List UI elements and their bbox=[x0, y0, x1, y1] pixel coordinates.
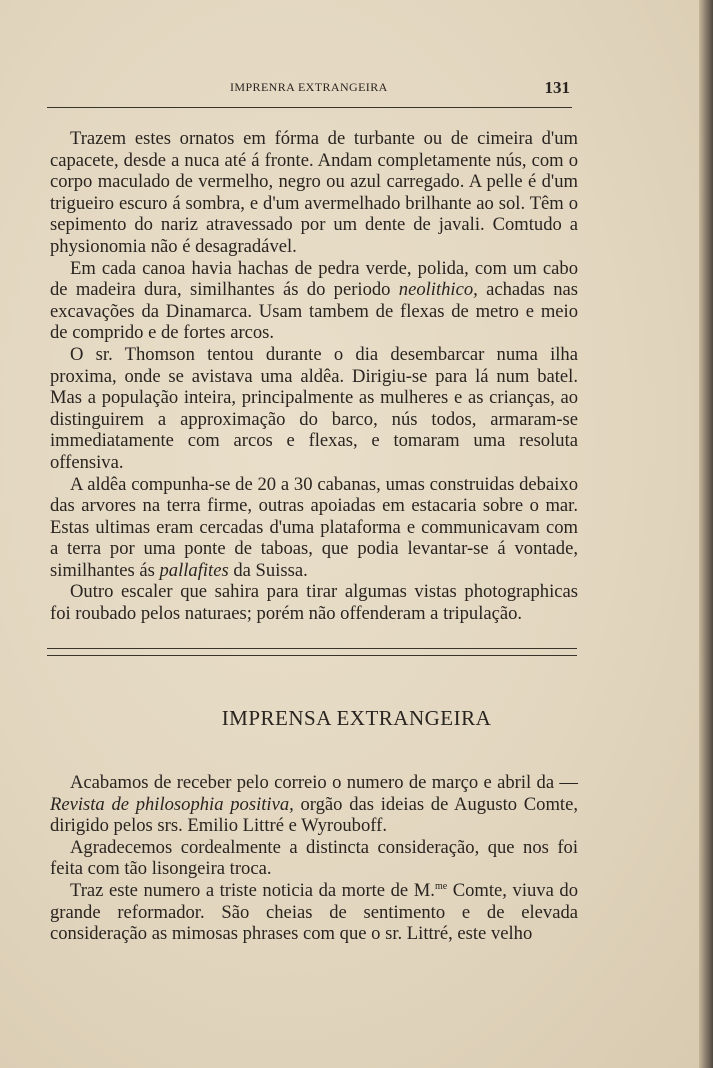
running-title: IMPRENRA EXTRANGEIRA bbox=[230, 80, 388, 94]
paragraph: Em cada canoa havia hachas de pedra verde, polida, com um cabo de madeira dura, similhantes ás do periodo neolithico, achadas nas excavações da Dinamarca. Usam tambem de flexas de metro e meio de comprido e de fortes arcos. bbox=[50, 257, 578, 344]
paragraph: Agradecemos cordealmente a distincta consideração, que nos foi feita com tão lisongeira troca. bbox=[50, 836, 578, 880]
journal-title: Revista de philosophia positiva, bbox=[50, 793, 294, 815]
press-review-section bbox=[50, 772, 578, 945]
paragraph: Traz este numero a triste noticia da morte de M.$^{me}$ Comte, viuva do grande reformador. São cheias de sentimento e de elevada consideração as mimosas phrases com que o sr. Littré, este velho bbox=[50, 879, 579, 945]
section-heading: IMPRENSA EXTRANGEIRA bbox=[221, 706, 492, 730]
paragraph: Outro escaler que sahira para tirar algumas vistas photographicas foi roubado pelos naturaes; porém não offenderam a tripulação. bbox=[50, 581, 578, 625]
italic-term: neolithico, bbox=[398, 279, 478, 301]
paragraph: O sr. Thomson tentou durante o dia desembarcar numa ilha proxima, onde se avistava uma aldêa. Dirigiu-se para lá num batel. Mas a população inteira, principalmente as mulheres e as crianças, ao distinguirem a approximação do barco, nús todos, armaram-se immediatamente com arcos e flexas, e tomaram uma resoluta offensiva. bbox=[50, 343, 578, 473]
paragraph: Trazem estes ornatos em fórma de turbante ou de cimeira d'um capacete, desde a nuca até á fronte. Andam completamente nús, com o corpo maculado de vermelho, negro ou azul carregado. A pelle é d'um trigueiro escuro á sombra, e d'um avermelhado brilhante ao sol. Têm o sepimento do nariz atravessado por um dente de javali. Comtudo a physionomia não é desagradável. bbox=[50, 128, 578, 257]
page-edge-shadow bbox=[699, 0, 713, 1068]
italic-term: pallafites bbox=[159, 559, 229, 581]
header-rule bbox=[47, 107, 572, 108]
page-number: 131 bbox=[544, 78, 570, 97]
paragraph: A aldêa compunha-se de 20 a 30 cabanas, umas construidas debaixo das arvores na terra firme, outras apoiadas em estacaria sobre o mar. Estas ultimas eram cercadas d'uma plataforma e communicavam com a terra por uma ponte de taboas, que podia levantar-se á vontade, similhantes ás pallafites da Suissa. bbox=[50, 473, 578, 581]
article-continuation bbox=[50, 128, 578, 625]
paragraph: Acabamos de receber pelo correio o numero de março e abril da —Revista de philosophia positiva, orgão das ideias de Augusto Comte, dirigido pelos srs. Emilio Littré e Wyrouboff. bbox=[50, 772, 578, 837]
section-divider bbox=[47, 655, 577, 656]
section-divider bbox=[47, 648, 577, 649]
page-header bbox=[50, 78, 578, 98]
